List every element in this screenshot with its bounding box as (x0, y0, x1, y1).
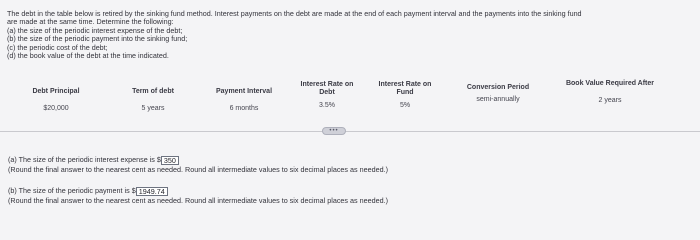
cell-conversion-period: semi-annually (476, 96, 520, 103)
cell-book-value: 2 years (598, 97, 622, 104)
answer-b-input[interactable]: 1949.74 (136, 187, 168, 196)
header-payment-interval: Payment Interval (215, 88, 273, 95)
problem-part-a: (a) the size of the periodic interest expense of the debt; (7, 25, 183, 35)
answer-b-rounding-note: (Round the final answer to the nearest cent as needed. Round all intermediate values to six decimal places as needed.) (8, 195, 388, 205)
cell-debt-principal: $20,000 (43, 105, 69, 112)
answer-b-prompt: (b) The size of the periodic payment is $ (8, 186, 136, 195)
header-book-value: Book Value Required After (565, 80, 655, 87)
problem-parts-list (7, 27, 693, 61)
header-interest-rate-debt (288, 81, 366, 97)
problem-statement (7, 10, 693, 60)
cell-interest-rate-fund: 5% (399, 102, 411, 109)
header-interest-rate-debt-line-2: Debt (319, 89, 335, 96)
problem-part-c: (c) the periodic cost of the debt; (7, 42, 108, 52)
answer-b-line (8, 186, 388, 196)
cell-payment-interval: 6 months (229, 105, 259, 112)
answer-a-input[interactable]: 350 (161, 156, 179, 165)
problem-intro-line-1: The debt in the table below is retired by the sinking fund method. Interest payments on the debt are made at the end of each payment interval and the payments into the sinking fund (7, 9, 582, 18)
expand-more-button[interactable]: ••• (322, 127, 346, 135)
answer-a-prompt: (a) The size of the periodic interest expense is $ (8, 155, 161, 164)
problem-intro-line-2: are made at the same time. Determine the following: (7, 17, 174, 27)
answer-b-section (8, 186, 388, 205)
section-divider (0, 131, 700, 132)
header-interest-rate-debt-line-1: Interest Rate on (300, 81, 354, 88)
answer-a-line (8, 155, 388, 165)
header-conversion-period: Conversion Period (466, 84, 530, 91)
answer-a-rounding-note: (Round the final answer to the nearest cent as needed. Round all intermediate values to six decimal places as needed.) (8, 164, 388, 174)
problem-part-d: (d) the book value of the debt at the time indicated. (7, 51, 169, 61)
problem-part-b: (b) the size of the periodic payment into the sinking fund; (7, 34, 188, 44)
header-debt-principal: Debt Principal (32, 88, 80, 95)
cell-term-of-debt: 5 years (141, 105, 165, 112)
header-term-of-debt: Term of debt (132, 88, 174, 95)
header-interest-rate-fund-line-1: Interest Rate on (378, 81, 432, 88)
answer-a-section (8, 155, 388, 174)
header-interest-rate-fund (366, 81, 444, 97)
cell-interest-rate-debt: 3.5% (319, 102, 335, 109)
debt-data-table (0, 78, 700, 118)
header-interest-rate-fund-line-2: Fund (396, 89, 414, 96)
